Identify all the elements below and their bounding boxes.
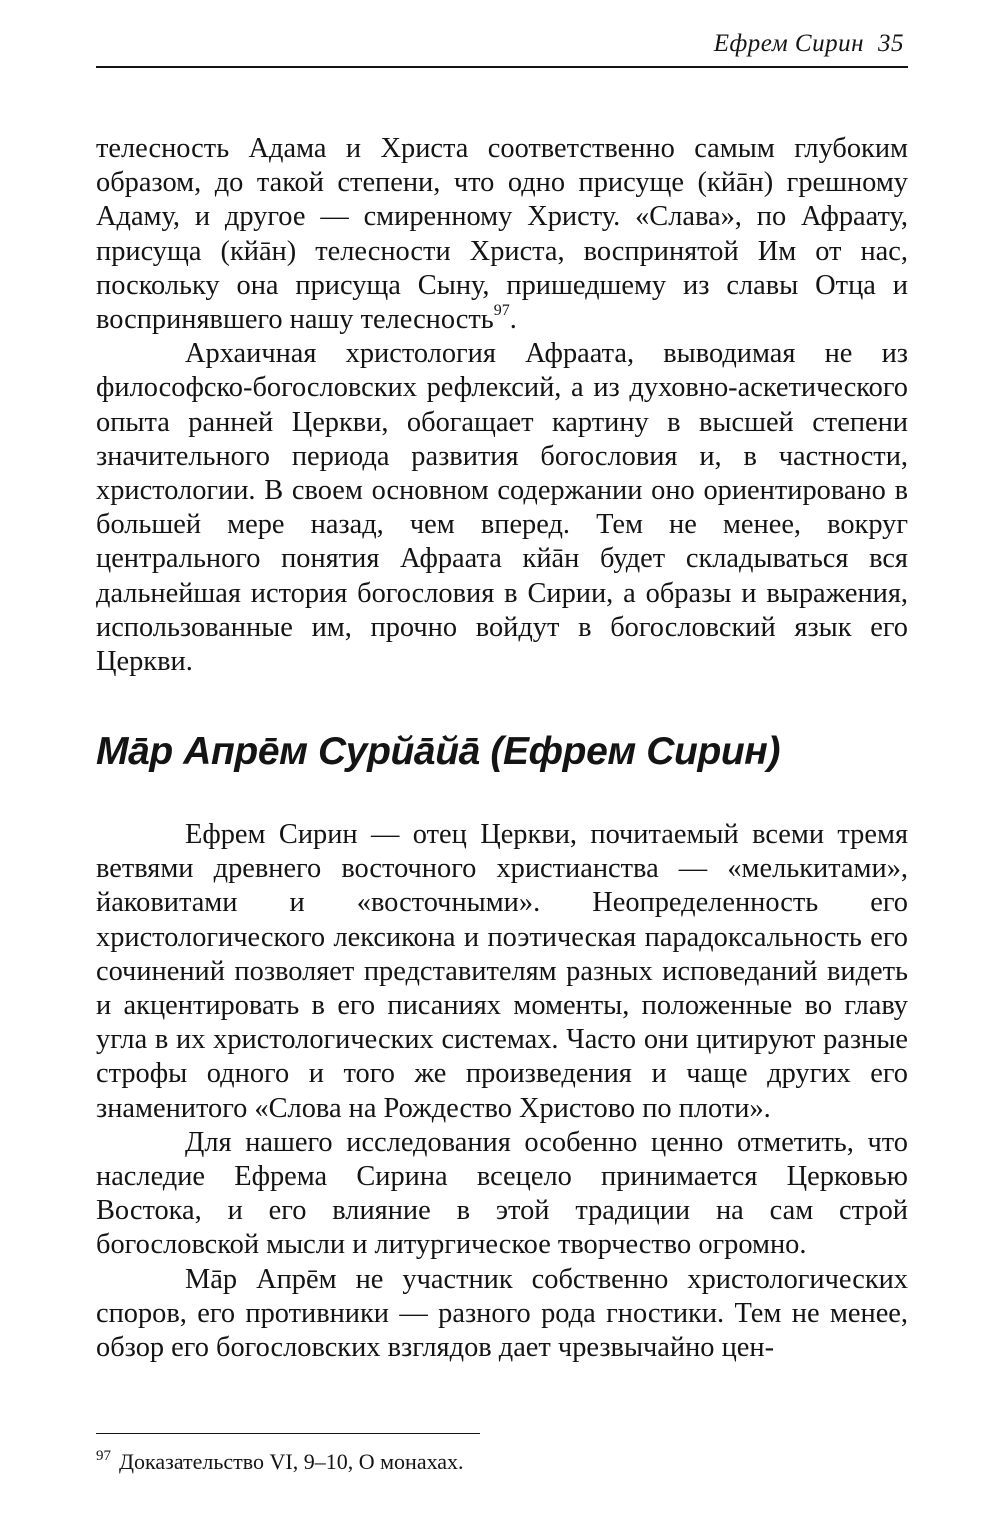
page-number: 35 [878, 30, 904, 57]
paragraph: Ефрем Сирин — отец Церкви, почитаемый всеми тремя ветвями древнего восточного христианства — «мелькитами», йаковитами и «восточными». Неопределенность его христологического лексикона и поэтическая парадоксальность его сочинений позволяет представителям разных исповеданий видеть и акцентировать в его писаниях моменты, положенные во главу угла в их христологических системах. Часто они цитируют разные строфы одного и того же произведения и чаще других его знаменитого «Слова на Рождество Христово по плоти». [96, 819, 908, 1124]
paragraph-text: телесность Адама и Христа соответственно самым глубоким образом, до такой степени, что одно присуще (кйāн) грешному Адаму, и другое — смиренному Христу. «Слава», по Афраату, присуща (кйāн) телесности Христа, воспринятой Им от нас, поскольку она присуща Сыну, пришедшему из славы Отца и воспринявшего нашу телесность [96, 133, 908, 336]
paragraph: Для нашего исследования особенно ценно отметить, что наследие Ефрема Сирина всецело принимается Церковью Востока, и его влияние в этой традиции на сам строй богословской мысли и литургическое творчество огромно. [96, 1126, 908, 1261]
paragraph: Архаичная христология Афраата, выводимая не из философско-богословских рефлексий, а из духовно-аскетического опыта ранней Церкви, обогащает картину в высшей степени значительного периода развития богословия и, в частности, христологии. В своем основном содержании оно ориентировано в большей мере назад, чем вперед. Тем не менее, вокруг центрального понятия Афраата кйāн будет складываться вся дальнейшая история богословия в Сирии, а образы и выражения, использованные им, прочно войдут в богословский язык его Церкви. [96, 338, 908, 678]
footnote-reference: 97 [493, 302, 510, 320]
footnote-rule [96, 1433, 480, 1434]
paragraph-continued [96, 132, 908, 337]
footnote-number: 97 [96, 1448, 111, 1464]
section-heading: Мāр Апрēм Сурйāйā (Ефрем Сирин) [96, 730, 781, 773]
running-title: Ефрем Сирин [713, 30, 864, 57]
book-page [96, 0, 908, 1524]
text-block-section [96, 818, 908, 1365]
paragraph: Мāр Апрēм не участник собственно христологических споров, его противники — разного рода гностики. Тем не менее, обзор его богословских взглядов дает чрезвычайно цен- [96, 1263, 908, 1364]
paragraph-end-punctuation: . [509, 304, 517, 336]
running-header [714, 30, 904, 58]
footnote-text: Доказательство VI, 9–10, О монахах. [119, 1449, 464, 1474]
footnote [96, 1448, 464, 1476]
header-rule [96, 66, 908, 68]
text-block-continuation [96, 132, 908, 679]
